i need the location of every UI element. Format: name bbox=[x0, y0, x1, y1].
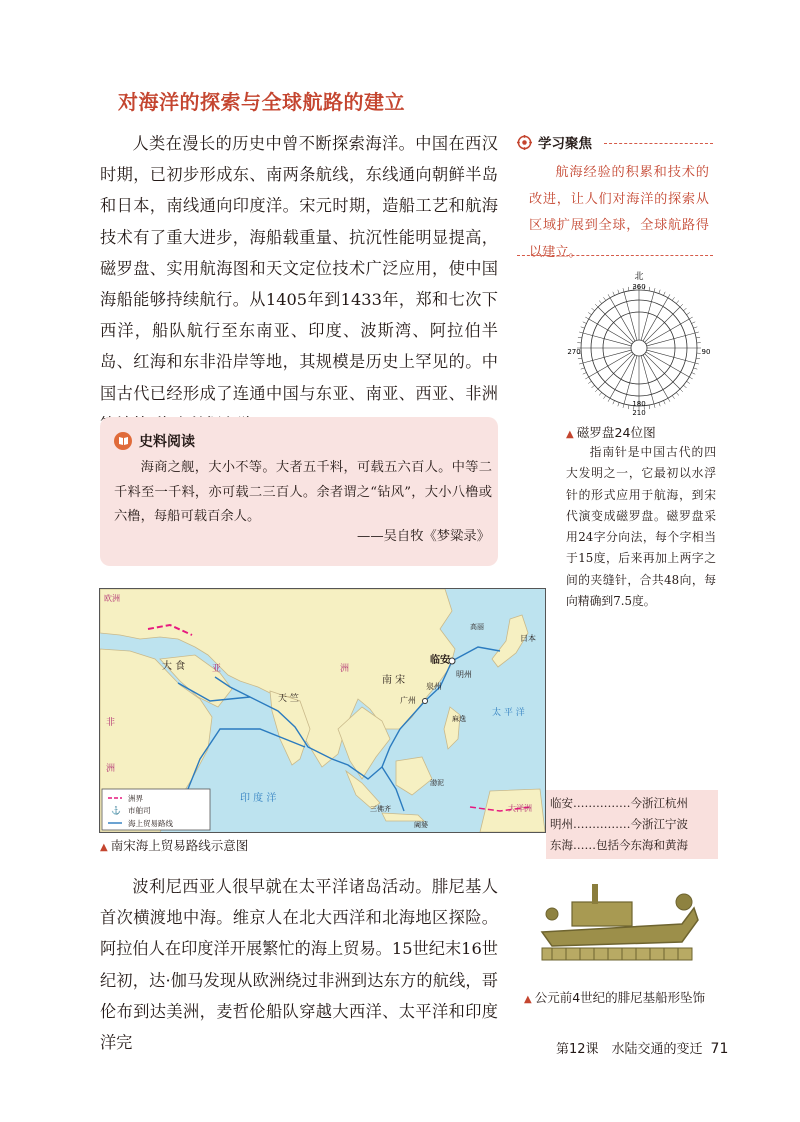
pendant-caption-text: 公元前4世纪的腓尼基船形坠饰 bbox=[534, 990, 706, 1005]
map-label-quanzhou: 泉州 bbox=[426, 682, 442, 691]
compass-tick bbox=[628, 287, 629, 291]
compass-tick bbox=[623, 404, 624, 408]
compass-tick bbox=[623, 288, 624, 292]
section-title: 对海洋的探索与全球航路的建立 bbox=[118, 90, 405, 114]
caption-triangle-icon: ▲ bbox=[524, 994, 532, 1005]
map-label-korea: 高丽 bbox=[470, 623, 484, 631]
compass-tick bbox=[689, 317, 692, 319]
compass-tick bbox=[618, 290, 619, 294]
compass-tick bbox=[618, 403, 619, 407]
map-label-sanfoqi: 三佛齐 bbox=[370, 805, 391, 813]
map-label-linan: 临安 bbox=[430, 655, 450, 666]
compass-tick bbox=[683, 308, 686, 311]
compass-tick bbox=[680, 389, 683, 392]
compass-tick bbox=[676, 392, 679, 395]
source-reading-text: 海商之舰，大小不等。大者五千料，可载五六百人。中等二千料至一千料，亦可载二三百人。余者谓之“钻风”，大小八橹或六橹，每船可载百余人。 bbox=[114, 460, 492, 524]
page-number: 71 bbox=[710, 1041, 729, 1057]
footer-lesson: 第12课 水陆交通的变迁 bbox=[556, 1042, 703, 1057]
glossary-row: 东海……包括今东海和黄海 bbox=[550, 838, 688, 852]
compass-tick bbox=[583, 373, 587, 375]
map-label-tianzhu: 天 竺 bbox=[278, 694, 299, 704]
compass-tick bbox=[588, 381, 591, 383]
learning-focus-box bbox=[517, 132, 713, 266]
paragraph-1: 人类在漫长的历史中曾不断探索海洋。中国在西汉时期，已初步形成东、南两条航线，东线通向朝鲜半岛和日本，南线通向印度洋。宋元时期，造船工艺和航海技术有了重大进步，海船载重量、抗沉性能明显提高，磁罗盘、实用航海图和天文定位技术广泛应用，使中国海船能够持续航行。从1405年到1433年，郑和七次下西洋，船队航行至东南亚、印度、波斯湾、阿拉伯半岛、红海和东非沿岸等地，其规模是历史上罕见的。中国古代已经形成了连通中国与东亚、南亚、西亚、非洲 bbox=[100, 134, 498, 403]
compass-tick bbox=[672, 297, 674, 300]
map-label-asia: 亚 bbox=[212, 664, 222, 674]
compass-tick bbox=[696, 337, 700, 338]
book-icon bbox=[114, 432, 132, 450]
compass-tick bbox=[603, 396, 605, 399]
compass-tick bbox=[668, 294, 670, 297]
map-caption bbox=[100, 836, 248, 854]
caption-triangle-icon: ▲ bbox=[100, 842, 108, 853]
compass-24-diagram bbox=[566, 270, 712, 418]
map-legend-border: 洲界 bbox=[128, 794, 143, 803]
map-label-indian-ocean: 印 度 洋 bbox=[240, 793, 277, 804]
map-label-africa-2: 洲 bbox=[106, 764, 116, 774]
learning-focus-text: 航海经验的积累和技术的改进，让人们对海洋的探索从区域扩展到全球，全球航路得以建立。 bbox=[529, 165, 709, 260]
compass-caption bbox=[566, 422, 656, 441]
compass-tick bbox=[649, 287, 650, 291]
map-label-mingzhou: 明州 bbox=[456, 670, 472, 679]
compass-tick bbox=[583, 322, 587, 324]
anchor-icon: ⚓ bbox=[111, 806, 121, 815]
compass-note: 指南针是中国古代的四大发明之一，它最初以水浮针的形式应用于航海，到宋代演变成磁罗盘。磁罗盘采用24字分向法，每个字相当于15度，后来再加上两字之间的夹缝针，合共48向，每向精确到7.5度。 bbox=[566, 445, 716, 609]
focus-divider bbox=[604, 143, 713, 144]
map-label-philippines: 麻逸 bbox=[452, 715, 466, 723]
compass-tick bbox=[578, 337, 582, 338]
phoenician-ship-pendant-image bbox=[532, 862, 700, 972]
map-label-continent: 洲 bbox=[340, 664, 350, 674]
source-reading-title: 史料阅读 bbox=[139, 434, 195, 450]
caption-triangle-icon: ▲ bbox=[566, 429, 574, 440]
glossary-row: 明州……………今浙江宁波 bbox=[550, 817, 688, 831]
glossary-row: 临安……………今浙江杭州 bbox=[550, 796, 688, 810]
compass-tick bbox=[694, 327, 698, 328]
compass-tick bbox=[585, 317, 588, 319]
map-label-poni: 渤泥 bbox=[430, 779, 444, 787]
compass-tick bbox=[585, 377, 588, 379]
compass-tick bbox=[676, 301, 679, 304]
compass-tick bbox=[654, 404, 655, 408]
compass-tick bbox=[595, 304, 598, 307]
paragraph-2: 波利尼西亚人很早就在太平洋诸岛活动。腓尼基人首次横渡地中海。维京人在北大西洋和北海地区探险。阿拉伯人在印度洋开展繁忙的海上贸易。15世纪末16世纪初，达·伽马发现从欧洲绕过非洲到达东方的航线，哥伦布到达美洲，麦哲伦船队穿越大西洋、太平洋和印度洋完 bbox=[100, 877, 498, 1053]
compass-tick bbox=[628, 405, 629, 409]
map-legend-route: 海上贸易路线 bbox=[128, 819, 173, 828]
map-label-pacific: 太 平 洋 bbox=[492, 708, 525, 718]
compass-tick bbox=[608, 398, 610, 401]
song-trade-route-map bbox=[99, 588, 546, 833]
compass-tick bbox=[692, 322, 696, 324]
map-caption-text: 南宋海上贸易路线示意图 bbox=[110, 838, 249, 853]
compass-tick bbox=[664, 401, 666, 405]
learning-focus-header bbox=[517, 132, 713, 152]
compass-tick bbox=[608, 294, 610, 297]
compass-tick bbox=[579, 363, 583, 364]
compass-degree-bottom: 210 bbox=[632, 409, 646, 417]
map-label-africa: 非 bbox=[106, 718, 116, 728]
map-label-guangzhou: 广州 bbox=[400, 696, 416, 705]
compass-tick bbox=[592, 385, 595, 388]
compass-tick bbox=[695, 332, 699, 333]
map-label-japan: 日本 bbox=[520, 634, 536, 643]
compass-tick bbox=[672, 396, 674, 399]
compass-tick bbox=[581, 368, 585, 369]
page-footer bbox=[556, 1038, 728, 1057]
compass-tick bbox=[659, 403, 660, 407]
compass-tick bbox=[649, 405, 650, 409]
compass-tick bbox=[578, 358, 582, 359]
compass-tick bbox=[599, 392, 602, 395]
learning-focus-title: 学习聚焦 bbox=[538, 136, 592, 152]
map-legend-port: 市舶司 bbox=[128, 806, 151, 815]
map-marker-guangzhou bbox=[423, 699, 428, 704]
compass-tick bbox=[592, 308, 595, 311]
compass-tick bbox=[581, 327, 585, 328]
compass-caption-text: 磁罗盘24位图 bbox=[576, 425, 656, 440]
map-label-dongqi: 阇婆 bbox=[414, 821, 428, 829]
compass-tick bbox=[692, 373, 696, 375]
pendant-caption bbox=[524, 988, 705, 1006]
compass-tick bbox=[654, 288, 655, 292]
map-label-dashi: 大 食 bbox=[162, 661, 186, 672]
compass-tick bbox=[599, 301, 602, 304]
compass-tick bbox=[687, 381, 690, 383]
compass-tick bbox=[595, 389, 598, 392]
compass-tick bbox=[668, 398, 670, 401]
source-reading-header bbox=[114, 431, 195, 451]
compass-tick bbox=[689, 377, 692, 379]
compass-tick bbox=[683, 385, 686, 388]
compass-degree-left: 270 bbox=[567, 348, 581, 356]
compass-tick bbox=[588, 312, 591, 314]
map-label-nansong: 南 宋 bbox=[382, 675, 406, 686]
compass-tick bbox=[664, 292, 666, 296]
compass-tick bbox=[579, 332, 583, 333]
map-label-oceania: 大洋洲 bbox=[508, 804, 532, 813]
compass-tick bbox=[687, 312, 690, 314]
compass-tick bbox=[613, 401, 615, 405]
compass-north-label: 北 bbox=[634, 272, 644, 282]
compass-tick bbox=[696, 358, 700, 359]
focus-target-icon bbox=[517, 135, 532, 150]
compass-degree-top: 360 bbox=[632, 283, 646, 291]
compass-tick bbox=[680, 304, 683, 307]
compass-tick bbox=[603, 297, 605, 300]
focus-bottom-divider bbox=[517, 255, 713, 256]
compass-tick bbox=[659, 290, 660, 294]
source-attribution: ——吴自牧《梦粱录》 bbox=[357, 529, 490, 544]
map-label-europe: 欧洲 bbox=[104, 594, 120, 603]
compass-degree-right: 90 bbox=[701, 348, 711, 356]
compass-tick bbox=[694, 368, 698, 369]
glossary-box bbox=[546, 790, 718, 859]
compass-tick bbox=[695, 363, 699, 364]
compass-tick bbox=[613, 292, 615, 296]
compass-degree-bottom2: 180 bbox=[632, 400, 646, 408]
